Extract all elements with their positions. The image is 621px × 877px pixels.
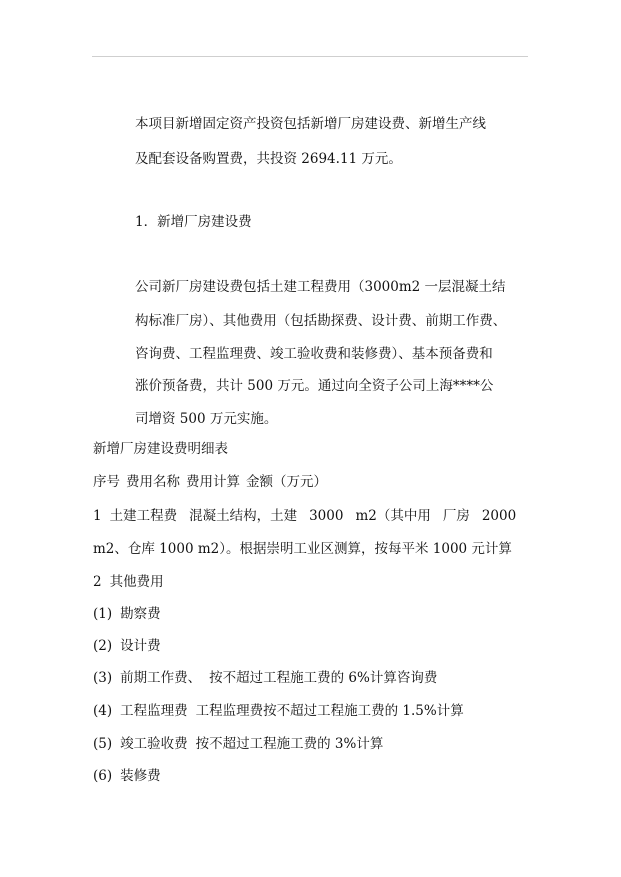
item-no: (5) — [93, 736, 113, 752]
item-name: 勘察费 — [120, 606, 161, 622]
table-row-1-continued: m2、仓库 1000 m2）。根据崇明工业区测算，按每平米 1000 元计算 — [93, 541, 512, 557]
row-no: 2 — [93, 574, 102, 590]
item-no: (3) — [93, 670, 113, 686]
header-no: 序号 — [93, 474, 120, 490]
section-heading: 1．新增厂房建设费 — [135, 214, 252, 230]
item-no: (6) — [93, 768, 113, 784]
paragraph-line-1: 公司新厂房建设费包括土建工程费用（3000m2 一层混凝土结 — [135, 279, 506, 295]
item-no: (2) — [93, 638, 113, 654]
paragraph-line-3: 咨询费、工程监理费、竣工验收费和装修费）、基本预备费和 — [135, 346, 493, 362]
intro-line-2: 及配套设备购置费，共投资 2694.11 万元。 — [135, 151, 402, 167]
header-calc: 费用计算 — [186, 474, 240, 490]
item-no: (4) — [93, 703, 113, 719]
item-calc: 按不超过工程施工费的 6%计算咨询费 — [209, 670, 438, 686]
item-calc: 工程监理费按不超过工程施工费的 1.5%计算 — [195, 703, 464, 719]
item-name: 设计费 — [120, 638, 161, 654]
item-name: 竣工验收费 — [120, 736, 188, 752]
row-name: 土建工程费 — [109, 508, 178, 524]
table-header-row — [93, 473, 327, 491]
header-amount: 金额（万元） — [246, 474, 327, 490]
table-title: 新增厂房建设费明细表 — [93, 441, 228, 457]
table-row-1 — [93, 507, 516, 525]
row-calc-part-4: 厂房 — [442, 508, 470, 524]
row-no: 1 — [93, 508, 102, 524]
item-no: (1) — [93, 606, 113, 622]
row-calc-part-2: 3000 — [309, 508, 344, 524]
table-item-row — [93, 605, 161, 623]
table-item-row — [93, 735, 383, 753]
table-item-row — [93, 767, 161, 785]
item-calc: 按不超过工程施工费的 3%计算 — [195, 736, 384, 752]
table-item-row — [93, 637, 161, 655]
table-item-row — [93, 669, 437, 687]
paragraph-line-4: 涨价预备费，共计 500 万元。通过向全资子公司上海****公 — [135, 378, 494, 394]
paragraph-line-5: 司增资 500 万元实施。 — [135, 411, 278, 427]
table-row-2 — [93, 573, 164, 591]
item-name: 装修费 — [120, 768, 161, 784]
item-name: 工程监理费 — [120, 703, 188, 719]
row-calc-part-5: 2000 — [481, 508, 517, 524]
row-calc-part-1: 混凝土结构，土建 — [189, 508, 298, 524]
row-name: 其他费用 — [109, 574, 164, 590]
paragraph-line-2: 构标准厂房）、其他费用（包括勘探费、设计费、前期工作费、 — [135, 313, 507, 329]
table-item-row — [93, 702, 464, 720]
item-name: 前期工作费、 — [120, 670, 202, 686]
header-rule — [92, 56, 528, 57]
header-name: 费用名称 — [126, 474, 180, 490]
row-calc-part-3: m2（其中用 — [355, 508, 431, 524]
intro-line-1: 本项目新增固定资产投资包括新增厂房建设费、新增生产线 — [135, 116, 486, 132]
